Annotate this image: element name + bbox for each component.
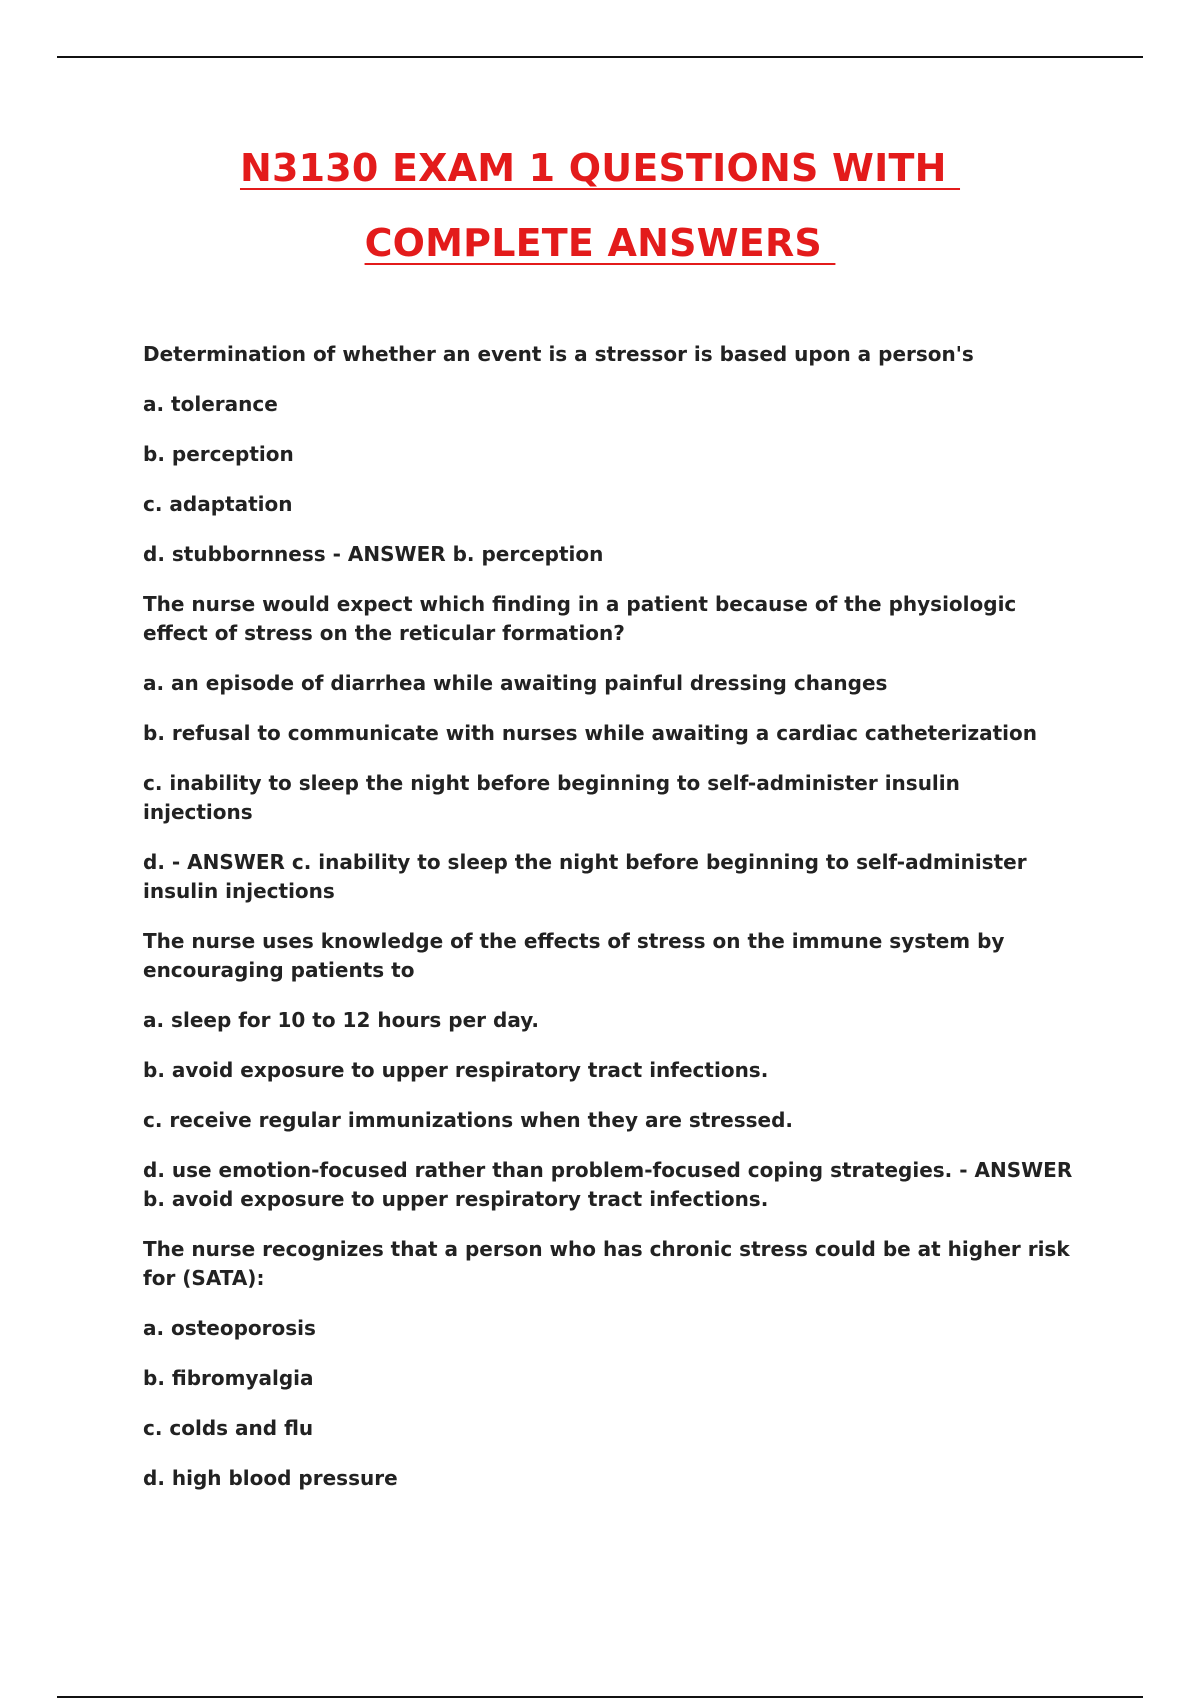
- question-list: [143, 340, 1073, 1514]
- question-3-option-c: c. receive regular immunizations when they are stressed.: [143, 1108, 794, 1132]
- document-title: [0, 146, 1200, 274]
- question-2-option-c: c. inability to sleep the night before beginning to self-administer insulin injections: [143, 771, 960, 824]
- question-4-option-a: a. osteoporosis: [143, 1316, 316, 1340]
- question-2-option-b: b. refusal to communicate with nurses while awaiting a cardiac catheterization: [143, 721, 1038, 745]
- question-2-option-a: a. an episode of diarrhea while awaiting painful dressing changes: [143, 671, 888, 695]
- question-4-option-c: c. colds and flu: [143, 1416, 314, 1440]
- question-1-stem: Determination of whether an event is a stressor is based upon a person's: [143, 342, 974, 366]
- question-3-option-b: b. avoid exposure to upper respiratory tract infections.: [143, 1058, 769, 1082]
- question-2-option-d: d. - ANSWER c. inability to sleep the night before beginning to self-administer insulin injections: [143, 850, 1027, 903]
- top-rule: [57, 56, 1143, 58]
- question-1-option-d: d. stubbornness - ANSWER b. perception: [143, 542, 604, 566]
- question-1-option-c: c. adaptation: [143, 492, 293, 516]
- question-3-option-d: d. use emotion-focused rather than problem-focused coping strategies. - ANSWER b. avoid exposure to upper respiratory tract infections.: [143, 1158, 1073, 1211]
- question-1-option-a: a. tolerance: [143, 392, 278, 416]
- question-4-stem: The nurse recognizes that a person who has chronic stress could be at higher risk for (SATA):: [143, 1237, 1070, 1290]
- title-line-1: N3130 EXAM 1 QUESTIONS WITH: [239, 146, 961, 190]
- question-1-option-b: b. perception: [143, 442, 294, 466]
- question-3-option-a: a. sleep for 10 to 12 hours per day.: [143, 1008, 539, 1032]
- question-2-stem: The nurse would expect which finding in a patient because of the physiologic effect of stress on the reticular formation?: [143, 592, 1017, 645]
- bottom-rule: [57, 1696, 1143, 1698]
- question-3-stem: The nurse uses knowledge of the effects of stress on the immune system by encouraging patients to: [143, 929, 1005, 982]
- question-4-option-b: b. fibromyalgia: [143, 1366, 314, 1390]
- question-4-option-d: d. high blood pressure: [143, 1466, 398, 1490]
- title-line-2: COMPLETE ANSWERS: [364, 221, 836, 265]
